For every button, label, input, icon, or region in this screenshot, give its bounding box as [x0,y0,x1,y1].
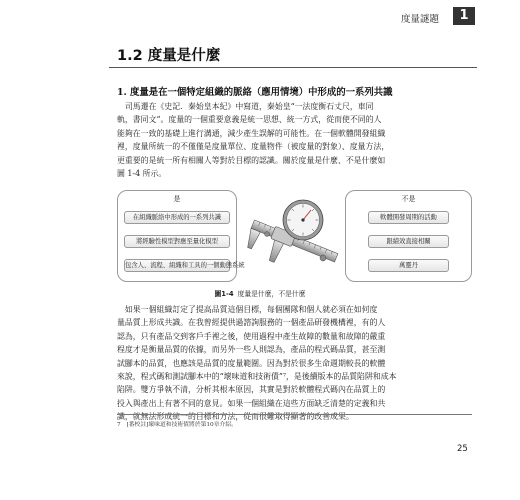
running-header-title: 度量謎題 [401,14,440,25]
figure-caption-text: 度量是什麼，不是什麼 [237,290,306,298]
is-item: 將經驗性模型對應至量化模型 [124,235,230,248]
paragraph-line: 試腳本的品質，也應該是品質的度量範圍。因為對於很多生命週期較長的軟體 [117,358,386,368]
section-divider [109,67,477,68]
paragraph-2 [117,303,467,424]
figure-1-4 [117,190,472,282]
is-not-item: 萬靈丹 [368,259,449,272]
paragraph-line: 司馬遷在《史記．秦始皇本紀》中寫道，秦始皇“一法度衡石丈尺，車同 [117,102,374,111]
is-not-item: 跟績效直接相關 [368,235,449,248]
paragraph-line: 陷阱。雙方爭執不清，分析其根本原因，其實是對於軟體程式碼內在品質上的 [117,385,386,395]
paragraph-line: 投入與產出上有著不同的意見。如果一個組織在這些方面缺乏清楚的定義和共 [117,398,386,408]
caliper-illustration [245,194,341,280]
is-not-item: 軟體開發周期的活動 [368,211,449,224]
paragraph-line: 認為，只有產品交到客戶手裡之後，使用過程中產生故障的數量和故障的嚴重 [117,331,386,341]
paragraph-line: 圖 1-4 所示。 [117,169,167,179]
paragraph-1 [117,100,467,180]
section-title: 1.2 度量是什麼 [117,48,221,64]
paragraph-line: 裡，度量所統一的不僅僅是度量單位、度量物件（被度量的對象）、度量方法， [117,142,390,152]
sub-heading: 1. 度量是在一個特定組織的脈絡（應用情境）中形成的一系列共識 [117,87,393,98]
is-item: 包含人、流程、組織和工具的一個動態系統 [124,259,230,272]
paragraph-line: 程度才是衡量品質的依據，而另外一些人則認為，產品的程式碼品質，甚至測 [117,345,386,355]
paragraph-line: 能夠在一致的基礎上進行溝通，減少產生誤解的可能性。在一個軟體開發組織 [117,128,386,138]
paragraph-line: 來說，程式碼和測試腳本中的“壞味道和技術債”⁷，是後續版本的品質陷阱和成本 [117,372,397,382]
paragraph-line: 軌，書同文”。度量的一個重要意義是統一思想、統一方式，從而使不同的人 [117,115,382,125]
is-item: 在組織脈絡中形成的一系列共識 [124,211,230,224]
paragraph-line: 更重要的是統一所有相關人等對於目標的認識。關於度量是什麼、不是什麼如 [117,155,386,165]
figure-caption-number: 圖1-4 [214,290,234,298]
paragraph-line: 如果一個組織訂定了提高品質這個目標，每個團隊和個人就必須在如何度 [117,305,378,314]
is-panel-label: 是 [173,195,181,203]
chapter-number-badge: 1 [453,7,475,25]
paragraph-line: 量品質上形成共識。在我曾經提供過諮詢服務的一個產品研發機構裡，有的人 [117,318,386,328]
paragraph-line: 識，就無法形成統一的目標和方法，從而很難取得顯著的改善成果。 [117,412,354,422]
footnote-divider [117,414,472,415]
page-number: 25 [457,444,468,454]
figure-caption [0,288,520,298]
is-not-panel [345,190,472,282]
is-panel [117,190,245,282]
footnote: 7 [番校註]壞味道和技術債將於第10章介紹。 [117,422,237,428]
is-not-panel-label: 不是 [401,195,416,203]
